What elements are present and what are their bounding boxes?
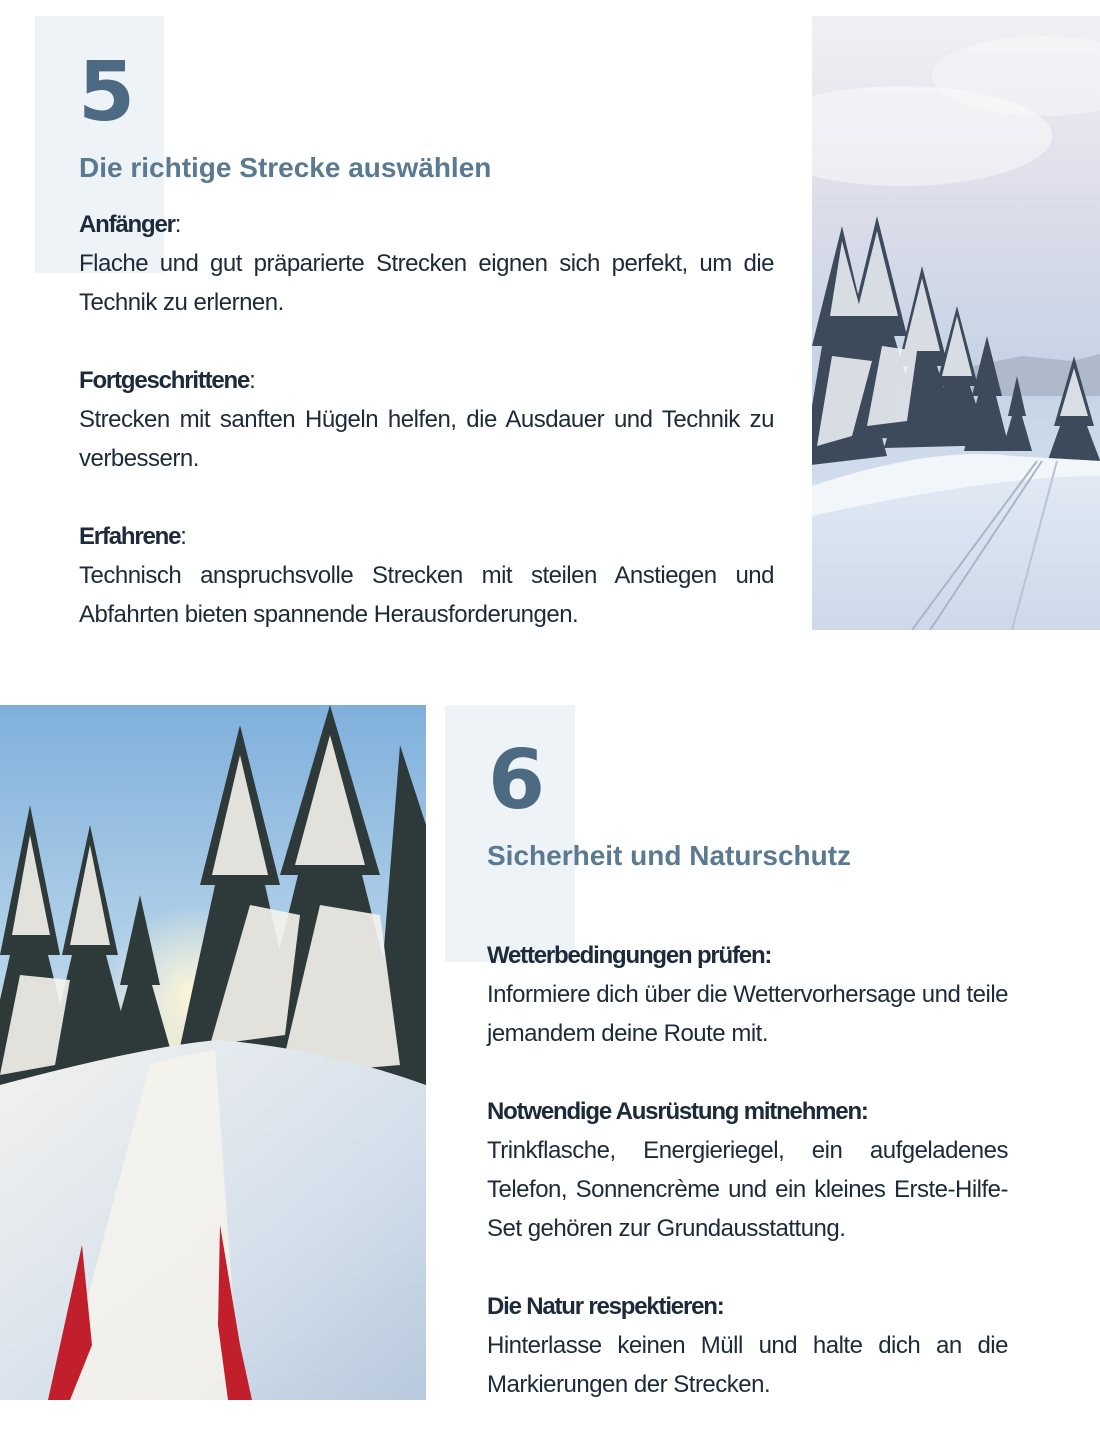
safety-item-nature: [487, 1287, 1008, 1404]
section-6-heading: Sicherheit und Naturschutz: [487, 840, 852, 871]
level-title: Erfahrene: [79, 523, 181, 550]
safety-item-description: Informiere dich über die Wettervorhersage und teile jemandem deine Route mit.: [487, 981, 1009, 1047]
level-description: Technisch anspruchsvolle Strecken mit steilen Anstiegen und Abfahrten bieten spannende Herausforderungen.: [79, 562, 774, 628]
level-item-advanced: Fortgeschrittene: Strecken mit sanften Hügeln helfen, die Ausdauer und Technik zu verbessern.: [79, 361, 774, 478]
safety-item-title: Die Natur respektieren:: [487, 1293, 724, 1320]
level-item-experienced: Erfahrene: Technisch anspruchsvolle Strecken mit steilen Anstiegen und Abfahrten bieten spannende Herausforderungen.: [79, 517, 774, 634]
snowy-trail-photo: [812, 16, 1100, 630]
safety-item-title: Wetterbedingungen prüfen:: [487, 942, 772, 969]
level-description: Flache und gut präparierte Strecken eignen sich perfekt, um die Technik zu erlernen.: [79, 250, 774, 316]
safety-item-description: Trinkflasche, Energieriegel, ein aufgeladenes Telefon, Sonnencrème und ein kleines Erste-Hilfe-Set gehören zur Grundausstattung.: [487, 1137, 1008, 1242]
section-5-number: 5: [78, 45, 134, 140]
section-5-text: [79, 205, 774, 634]
level-item-beginner: Anfänger: Flache und gut präparierte Strecken eignen sich perfekt, um die Technik zu erlernen.: [79, 205, 774, 322]
section-5-heading: Die richtige Strecke auswählen: [79, 152, 492, 183]
safety-item-description: Hinterlasse keinen Müll und halte dich an die Markierungen der Strecken.: [487, 1332, 1008, 1398]
section-6-number: 6: [488, 733, 544, 828]
level-description: Strecken mit sanften Hügeln helfen, die Ausdauer und Technik zu verbessern.: [79, 406, 774, 472]
safety-item-weather: [487, 936, 1008, 1053]
level-title: Fortgeschrittene: [79, 367, 250, 394]
section-6-text: [487, 936, 1008, 1404]
level-title: Anfänger: [79, 211, 175, 238]
skis-forest-photo: [0, 705, 426, 1400]
safety-item-title: Notwendige Ausrüstung mitnehmen:: [487, 1098, 868, 1125]
safety-item-equipment: [487, 1092, 1008, 1248]
